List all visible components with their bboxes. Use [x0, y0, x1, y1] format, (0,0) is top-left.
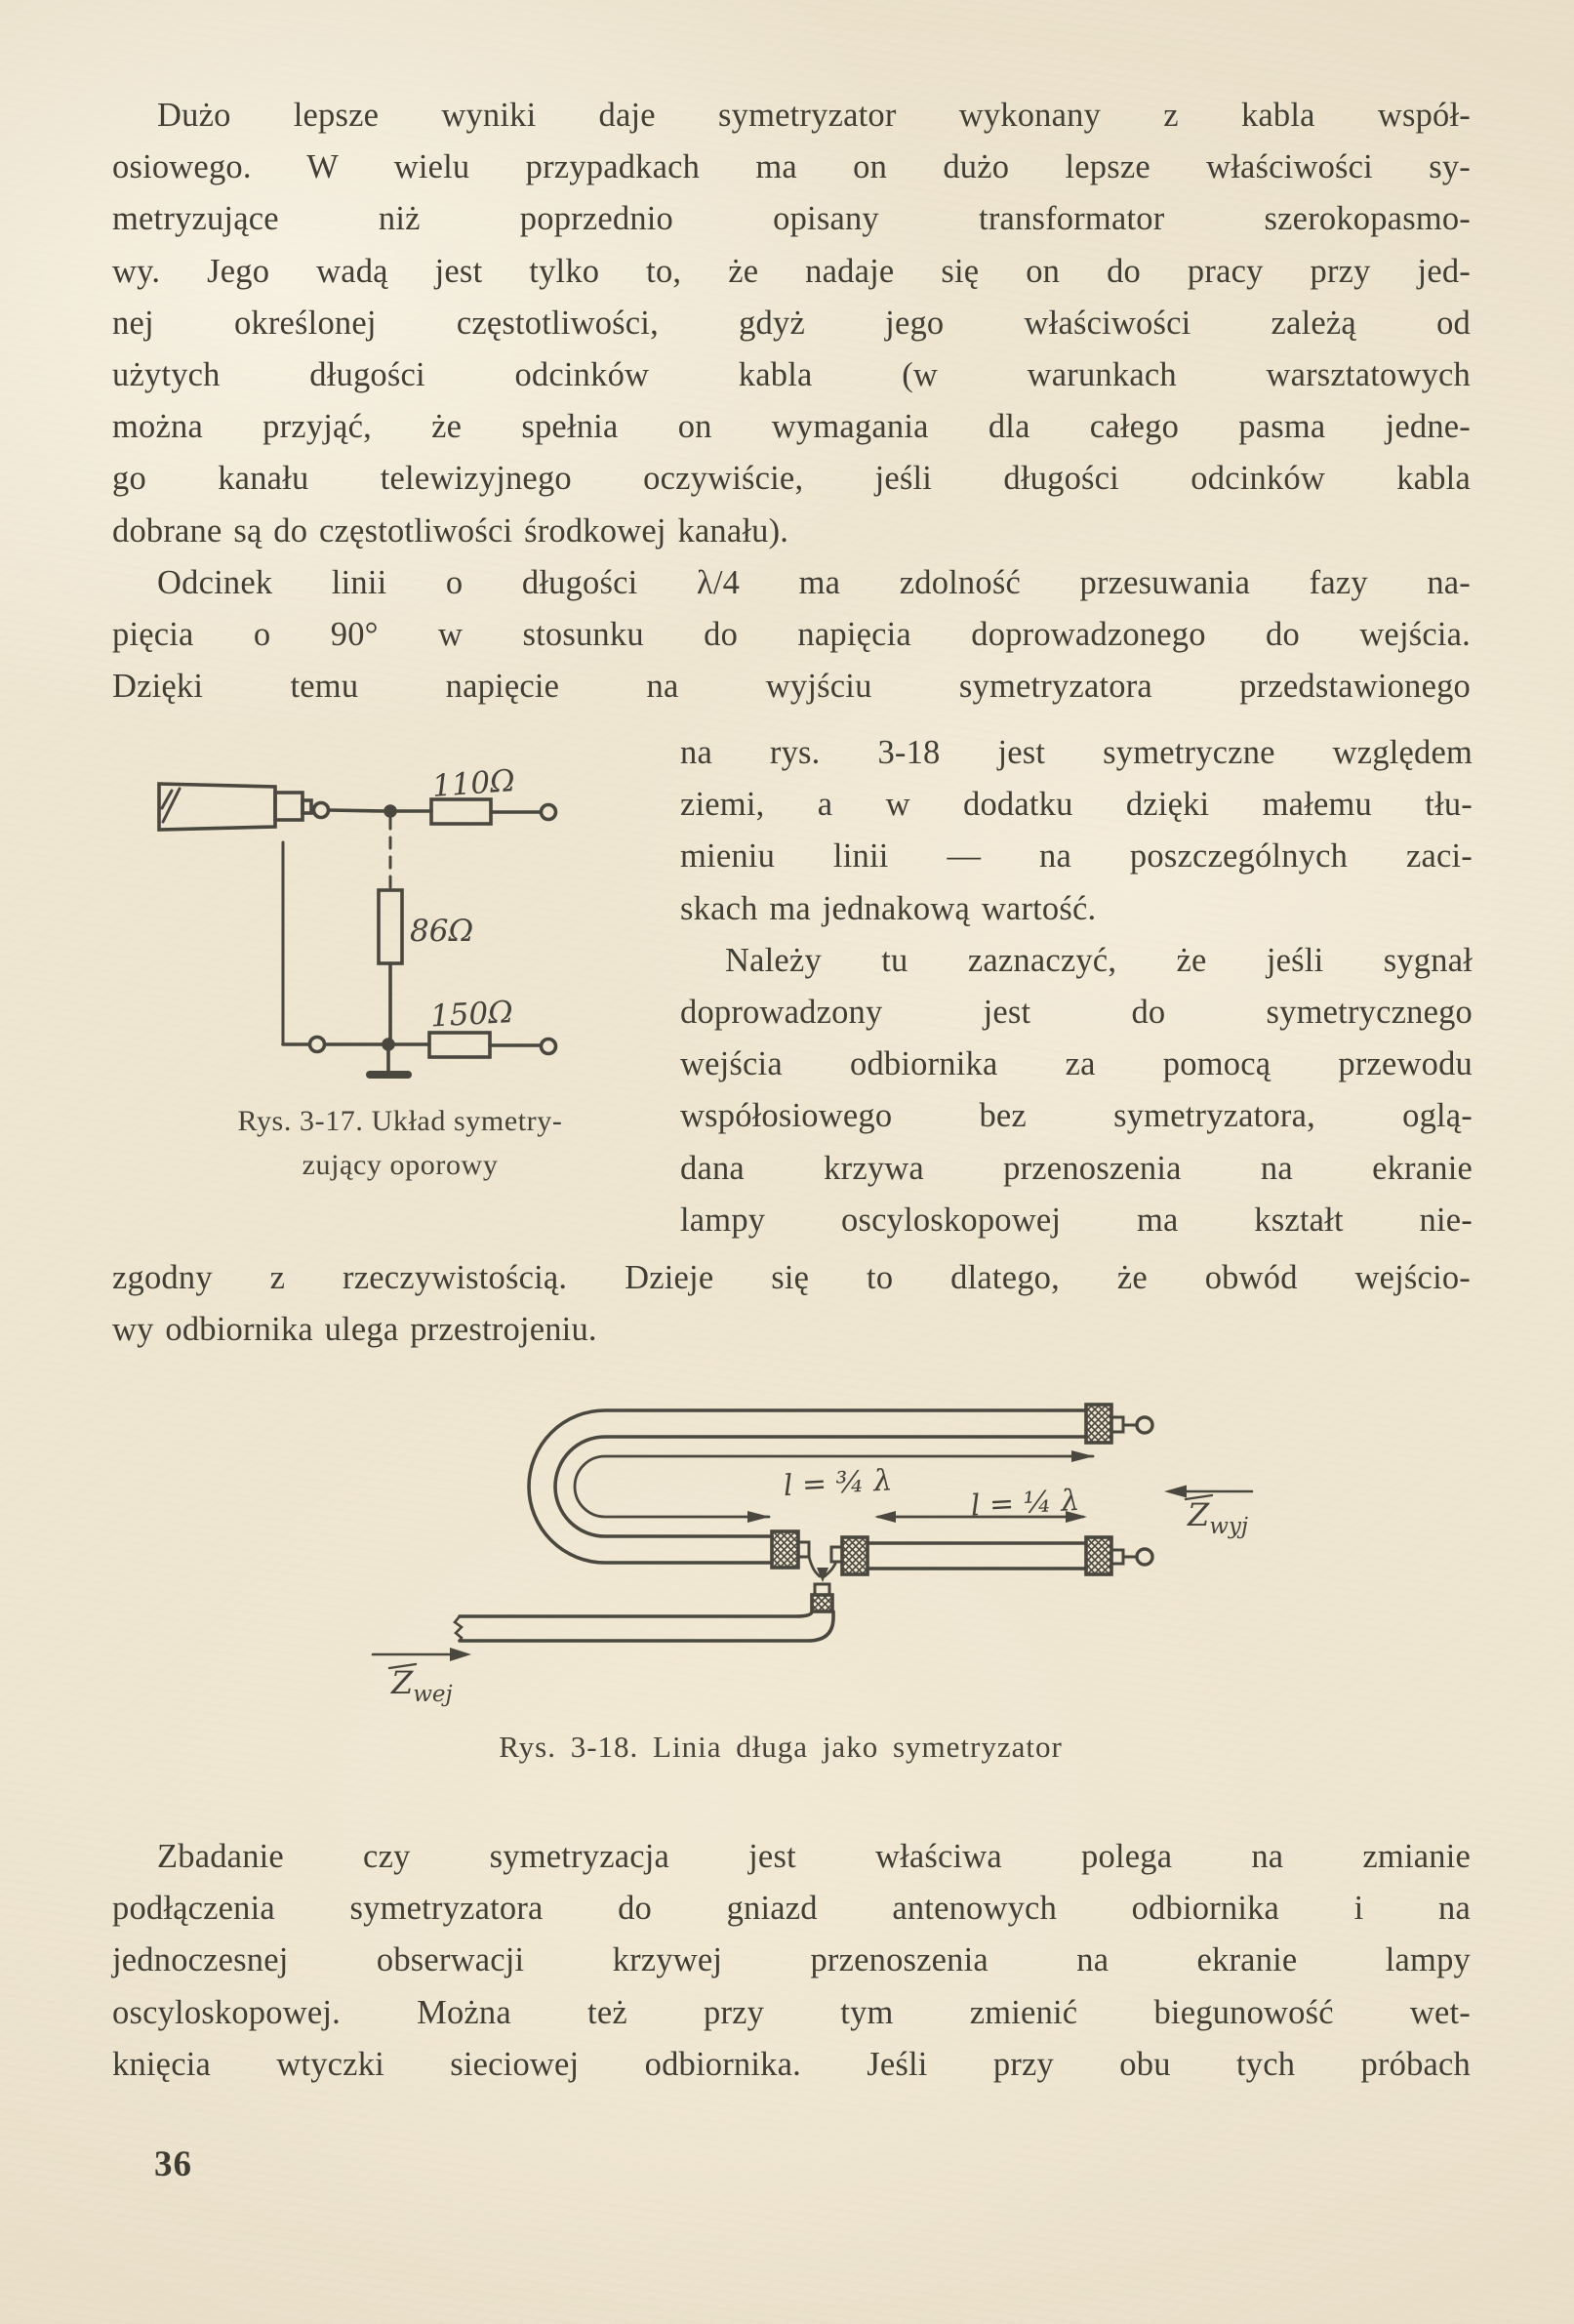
resistor-value-label: 150Ω: [429, 995, 514, 1035]
text-line: wejścia odbiornika za pomocą przewodu: [680, 1045, 1473, 1083]
figure-rys-3-17: [107, 761, 576, 1108]
arrowhead-icon: [1071, 1450, 1094, 1462]
resistor-value-label: 86Ω: [410, 914, 474, 949]
text-line: skach ma jednakową wartość.: [680, 889, 1097, 927]
resistor-balun-schematic: [107, 761, 576, 1103]
figure-rys-3-18: [268, 1389, 1400, 1721]
text-line: lampy oscyloskopowej ma kształt nie-: [680, 1201, 1473, 1239]
text-line: oscyloskopowej. Można też przy tym zmienić biegunowość wet-: [112, 1993, 1471, 2031]
text-line: Odcinek linii o długości λ/4 ma zdolność przesuwania fazy na-: [157, 563, 1471, 601]
text-line: Należy tu zaznaczyć, że jeśli sygnał: [725, 941, 1473, 979]
cable-connector-icon: [812, 1595, 832, 1611]
text-line: mieniu linii — na poszczególnych zaci-: [680, 837, 1473, 876]
coax-plug-tip-icon: [303, 800, 311, 813]
dimension-label: l = ¾ λ: [782, 1463, 894, 1504]
text-line: ziemi, a w dodatku dzięki małemu tłu-: [680, 786, 1473, 824]
text-line: metryzujące niż poprzednio opisany transformator szerokopasmo-: [112, 200, 1471, 238]
text-line: knięcia wtyczki sieciowej odbiornika. Jeśli przy obu tych próbach: [112, 2045, 1471, 2083]
terminal-icon: [314, 803, 329, 818]
dimension-label: l = ¼ λ: [969, 1483, 1081, 1524]
cable-connector-icon: [1086, 1405, 1111, 1443]
cable-connector-icon: [842, 1537, 868, 1574]
arrowhead-icon: [874, 1511, 896, 1523]
resistor-150-icon: [429, 1033, 490, 1057]
text-line: osiowego. W wielu przypadkach ma on dużo lepsze właściwości sy-: [112, 148, 1471, 186]
terminal-icon: [1137, 1417, 1152, 1433]
text-line: go kanału telewizyjnego oczywiście, jeśli długości odcinków kabla: [112, 460, 1471, 498]
terminal-icon: [1137, 1549, 1152, 1565]
arrowhead-icon: [450, 1648, 471, 1661]
junction-dot-icon: [385, 806, 395, 816]
text-line: pięcia o 90° w stosunku do napięcia doprowadzonego do wejścia.: [112, 615, 1471, 653]
text-line: Zbadanie czy symetryzacja jest właściwa polega na zmianie: [157, 1838, 1471, 1875]
resistor-value-label: 110Ω: [430, 763, 516, 804]
paragraph-block-top: [112, 90, 1471, 713]
figure-caption-3-17: [156, 1099, 644, 1187]
arrowhead-icon: [1164, 1486, 1187, 1498]
arrowhead-icon: [747, 1511, 770, 1523]
coax-line-balun-diagram: [268, 1389, 1400, 1716]
cable-cut-edge-icon: [455, 1616, 462, 1641]
feed-cable-wall-icon: [460, 1611, 812, 1616]
paragraph-block-mid: [112, 1252, 1471, 1356]
text-line: można przyjąć, że spełnia on wymagania dla całego pasma jedne-: [112, 408, 1471, 446]
text-line: podłączenia symetryzatora do gniazd antenowych odbiornika i na: [112, 1890, 1471, 1928]
caption-line: zujący oporowy: [302, 1149, 499, 1181]
terminal-icon: [310, 1038, 325, 1052]
paragraph-block-bottom: [112, 1831, 1471, 2091]
text-line: jednoczesnej obserwacji krzywej przenoszenia na ekranie lampy: [112, 1941, 1471, 1979]
text-line: użytych długości odcinków kabla (w warunkach warsztatowych: [112, 355, 1471, 393]
coax-plug-step-icon: [275, 793, 303, 820]
text-line: wy odbiornika ulega przestrojeniu.: [112, 1311, 597, 1349]
caption-line: Rys. 3-17. Układ symetry-: [237, 1105, 563, 1137]
text-line: nej określonej częstotliwości, gdyż jego właściwości zależą od: [112, 304, 1471, 342]
terminal-icon: [542, 1040, 556, 1054]
page-number: 36: [154, 2144, 192, 2184]
cable-connector-icon: [1086, 1537, 1111, 1574]
figure-caption-3-18: Rys. 3-18. Linia długa jako symetryzator: [499, 1730, 1063, 1764]
cable-connector-icon: [772, 1531, 798, 1568]
text-line: wy. Jego wadą jest tylko to, że nadaje się on do pracy przy jed-: [112, 252, 1471, 290]
impedance-output-label: $Z_{wyj}$: [1188, 1496, 1249, 1539]
text-line: zgodny z rzeczywistością. Dzieje się to dlatego, że obwód wejścio-: [112, 1259, 1471, 1296]
resistor-86-icon: [379, 890, 402, 963]
text-line: dana krzywa przenoszenia na ekranie: [680, 1149, 1473, 1187]
text-line: na rys. 3-18 jest symetryczne względem: [680, 734, 1473, 771]
junction-wire-icon: [809, 1557, 820, 1576]
terminal-icon: [542, 805, 556, 820]
impedance-input-label: $Z_{wej}$: [391, 1664, 453, 1707]
text-line: współosiowego bez symetryzatora, oglą-: [680, 1097, 1473, 1135]
text-line: dobrane są do częstotliwości środkowej kanału).: [112, 511, 789, 550]
coax-plug-body-icon: [159, 784, 275, 830]
text-line: Dużo lepsze wyniki daje symetryzator wykonany z kabla współ-: [157, 97, 1471, 134]
paragraph-block-narrow: [680, 727, 1473, 1246]
text-line: Dzięki temu napięcie na wyjściu symetryzatora przedstawionego: [112, 668, 1471, 706]
text-line: doprowadzony jest do symetrycznego: [680, 993, 1473, 1031]
